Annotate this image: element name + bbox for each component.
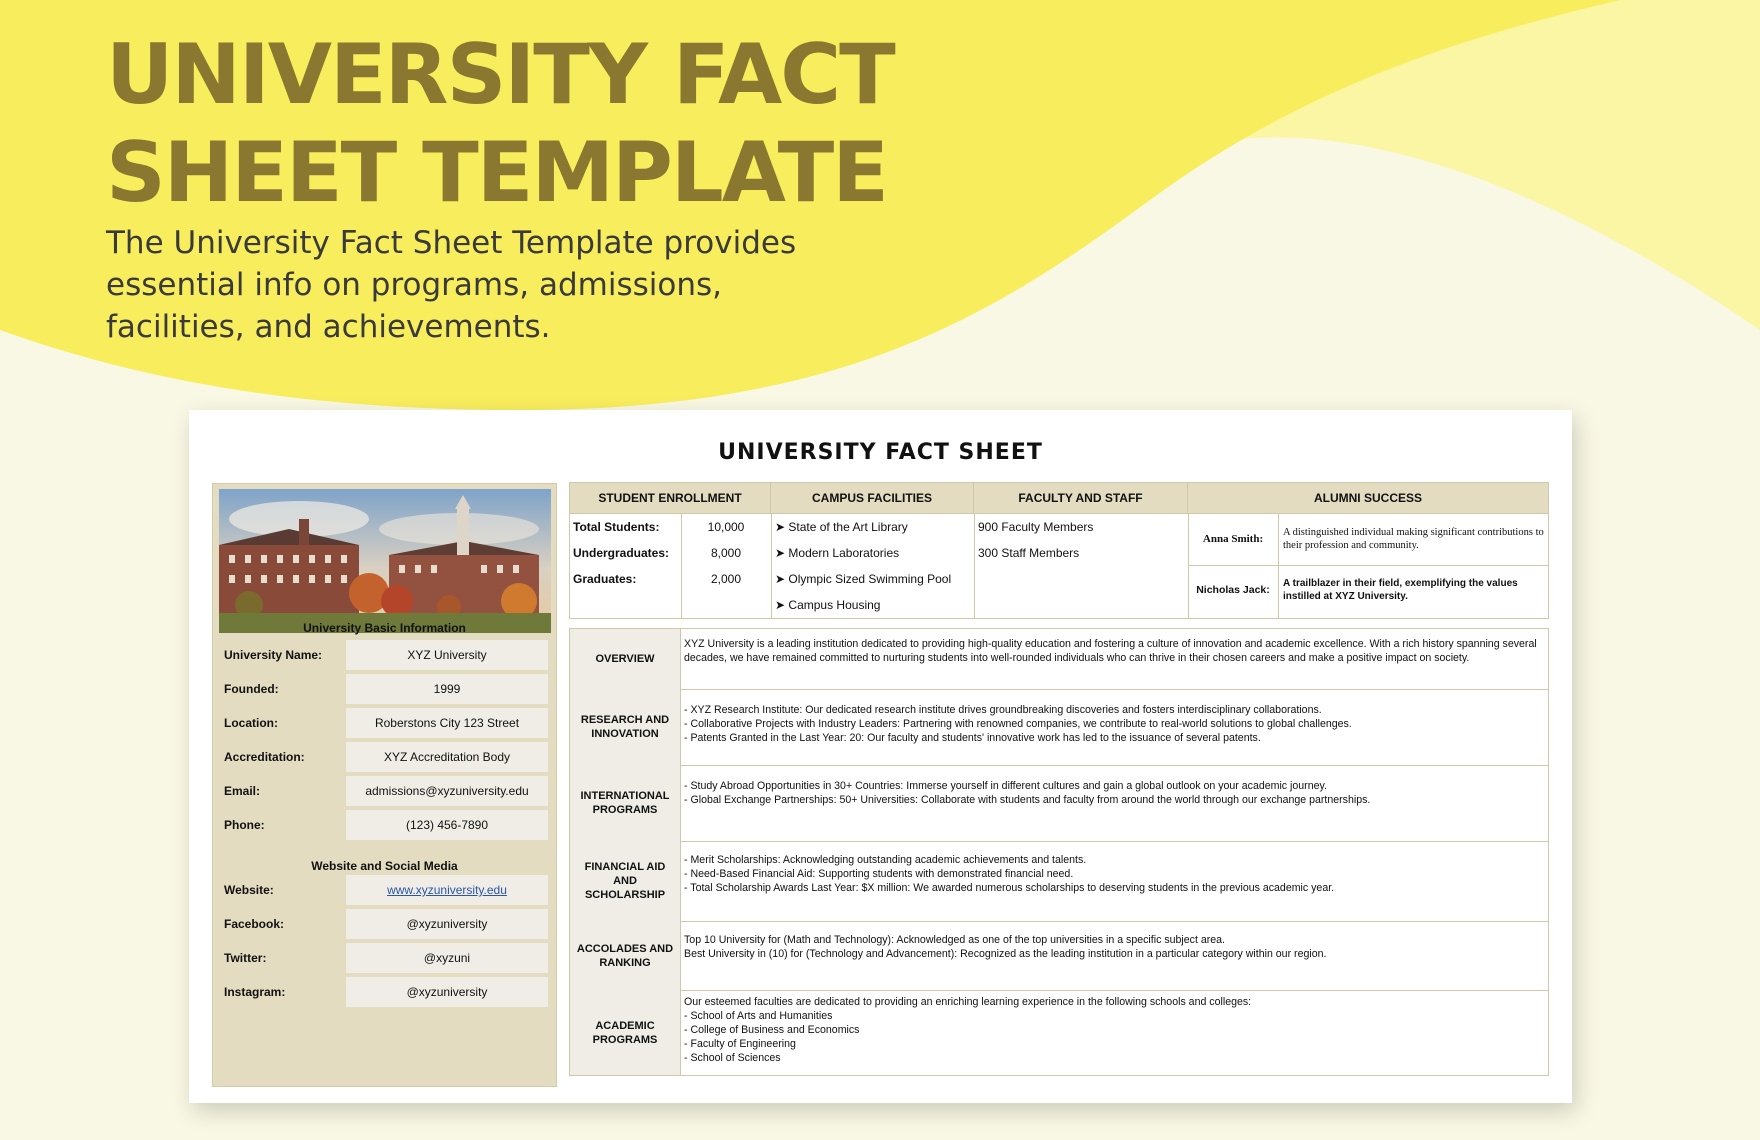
info-value: @xyzuniversity	[346, 977, 548, 1007]
enrollment-label: Undergraduates:	[573, 546, 670, 560]
section-body	[684, 933, 1546, 961]
section-overview	[569, 628, 1549, 690]
facilities-heading: CAMPUS FACILITIES	[771, 483, 974, 513]
enrollment-label: Graduates:	[573, 572, 637, 586]
info-value: (123) 456-7890	[346, 810, 548, 840]
info-row-phone	[224, 810, 548, 840]
arrow-bullet-icon: ➤	[775, 598, 786, 612]
info-label: Founded:	[224, 682, 279, 696]
info-value: 1999	[346, 674, 548, 704]
facility-item	[775, 546, 899, 560]
section-label: ACADEMIC PROGRAMS	[570, 990, 681, 1075]
enrollment-heading: STUDENT ENROLLMENT	[570, 483, 771, 513]
section-line: Best University in (10) for (Technology and Advancement): Recognized as the leading institution in a particular category within our region.	[684, 948, 1327, 960]
campus-photo	[219, 489, 551, 633]
info-row-twitter	[224, 943, 548, 973]
section-line: - Collaborative Projects with Industry Leaders: Partnering with renowned companies, we contribute to real-world solutions to global challenges.	[684, 718, 1352, 730]
section-line: - XYZ Research Institute: Our dedicated research institute drives groundbreaking discoveries and fosters interdisciplinary collaborations.	[684, 704, 1322, 716]
facility-item	[775, 572, 951, 586]
alumni-name: Anna Smith:	[1202, 533, 1264, 545]
faculty-item: 300 Staff Members	[978, 546, 1080, 560]
info-row-founded	[224, 674, 548, 704]
info-value: XYZ University	[346, 640, 548, 670]
divider	[771, 513, 772, 618]
section-body	[684, 995, 1546, 1065]
hero-title-line-2: SHEET TEMPLATE	[106, 124, 887, 221]
hero-title-line-1: UNIVERSITY FACT	[106, 26, 894, 123]
enrollment-value: 2,000	[710, 572, 742, 586]
section-accolades	[569, 921, 1549, 991]
section-label: OVERVIEW	[570, 629, 681, 689]
section-label: RESEARCH AND INNOVATION	[570, 689, 681, 765]
info-row-accreditation	[224, 742, 548, 772]
divider	[1188, 565, 1548, 566]
info-label: Accreditation:	[224, 750, 305, 764]
info-row-website	[224, 875, 548, 905]
alumni-text: A distinguished individual making significant contributions to their profession and community.	[1283, 527, 1544, 551]
info-row-location	[224, 708, 548, 738]
info-value: @xyzuni	[346, 943, 548, 973]
section-line: XYZ University is a leading institution dedicated to providing high-quality education and fostering a culture of innovation and academic excellence. With a rich history spanning several decades, we have remained committed to nurturing students into well-rounded individuals who can thrive in their chosen careers and make a positive impact on society.	[684, 638, 1537, 664]
arrow-bullet-icon: ➤	[775, 546, 786, 560]
section-line: - Faculty of Engineering	[684, 1038, 796, 1050]
section-line: - School of Sciences	[684, 1052, 781, 1064]
faculty-heading: FACULTY AND STAFF	[974, 483, 1188, 513]
section-financial	[569, 841, 1549, 922]
section-line: - Merit Scholarships: Acknowledging outstanding academic achievements and talents.	[684, 854, 1087, 866]
info-row-instagram	[224, 977, 548, 1007]
section-body	[684, 637, 1546, 665]
facility-label: Modern Laboratories	[788, 546, 900, 560]
fact-sheet	[189, 410, 1572, 1103]
section-line: - School of Arts and Humanities	[684, 1010, 833, 1022]
info-row-university-name	[224, 640, 548, 670]
section-label: INTERNATIONAL PROGRAMS	[570, 765, 681, 841]
summary-grid	[569, 482, 1549, 619]
section-label: FINANCIAL AID AND SCHOLARSHIP	[570, 841, 681, 921]
info-row-email	[224, 776, 548, 806]
alumni-text: A trailblazer in their field, exemplifying the values instilled at XYZ University.	[1283, 578, 1518, 602]
section-body	[684, 779, 1546, 807]
section-line: Our esteemed faculties are dedicated to providing an enriching learning experience in the following schools and colleges:	[684, 996, 1252, 1008]
enrollment-label: Total Students:	[573, 520, 660, 534]
arrow-bullet-icon: ➤	[775, 572, 786, 586]
section-line: - Global Exchange Partnerships: 50+ Universities: Collaborate with students and faculty from around the world through our exchange partnerships.	[684, 794, 1371, 806]
facility-label: Olympic Sized Swimming Pool	[788, 572, 952, 586]
facility-item	[775, 520, 908, 534]
info-label: Twitter:	[224, 951, 267, 965]
alumni-heading: ALUMNI SUCCESS	[1188, 483, 1548, 513]
info-value: @xyzuniversity	[346, 909, 548, 939]
facility-item	[775, 598, 880, 612]
section-international	[569, 765, 1549, 842]
info-label: Email:	[224, 784, 261, 798]
info-label: Website:	[224, 883, 274, 897]
facility-label: State of the Art Library	[788, 520, 908, 534]
arrow-bullet-icon: ➤	[775, 520, 786, 534]
info-value: admissions@xyzuniversity.edu	[346, 776, 548, 806]
section-line: Top 10 University for (Math and Technology): Acknowledged as one of the top universities in a specific subject area.	[684, 934, 1225, 946]
section-line: - Study Abroad Opportunities in 30+ Countries: Immerse yourself in different cultures and gain a global outlook on your academic journey.	[684, 780, 1327, 792]
section-body	[684, 853, 1546, 895]
section-line: - Total Scholarship Awards Last Year: $X million: We awarded numerous scholarships to deserving students in the previous academic year.	[684, 882, 1335, 894]
info-label: University Name:	[224, 648, 323, 662]
section-line: - Need-Based Financial Aid: Supporting students with demonstrated financial need.	[684, 868, 1074, 880]
enrollment-value: 8,000	[710, 546, 742, 560]
info-label: Phone:	[224, 818, 265, 832]
website-link[interactable]: www.xyzuniversity.edu	[346, 875, 548, 905]
hero-subtitle: The University Fact Sheet Template provides essential info on programs, admissions, facilities, and achievements.	[106, 225, 797, 345]
facility-label: Campus Housing	[788, 598, 881, 612]
info-value: XYZ Accreditation Body	[346, 742, 548, 772]
divider	[570, 513, 1548, 514]
info-row-facebook	[224, 909, 548, 939]
info-label: Instagram:	[224, 985, 286, 999]
info-label: Location:	[224, 716, 278, 730]
hero-title	[106, 26, 1006, 222]
sheet-title: UNIVERSITY FACT SHEET	[718, 440, 1043, 465]
section-academic	[569, 990, 1549, 1076]
faculty-item: 900 Faculty Members	[978, 520, 1094, 534]
alumni-name: Nicholas Jack:	[1196, 584, 1270, 596]
section-research	[569, 689, 1549, 766]
basic-info-panel	[212, 483, 557, 1087]
enrollment-value: 10,000	[707, 520, 745, 534]
section-label: ACCOLADES AND RANKING	[570, 921, 681, 990]
basic-info-heading: University Basic Information	[303, 621, 466, 635]
info-label: Facebook:	[224, 917, 285, 931]
section-line: - College of Business and Economics	[684, 1024, 860, 1036]
section-line: - Patents Granted in the Last Year: 20: Our faculty and students' innovative work has led to the issuance of several patents.	[684, 732, 1261, 744]
section-body	[684, 703, 1546, 745]
info-value: Roberstons City 123 Street	[346, 708, 548, 738]
social-heading: Website and Social Media	[311, 859, 458, 873]
divider	[974, 513, 975, 618]
